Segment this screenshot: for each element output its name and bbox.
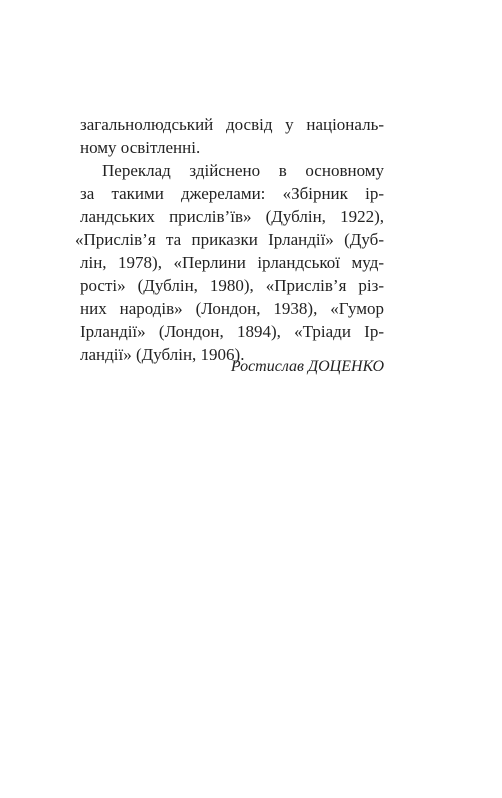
text-line: Переклад здійснено в основному <box>102 161 384 180</box>
text-line: лін, 1978), «Перлини ірландської муд- <box>80 253 384 272</box>
text-line: ландських прислів’їв» (Дублін, 1922), <box>80 207 384 226</box>
text-line: за такими джерелами: «Збірник ір- <box>80 184 384 203</box>
text-line: загальнолюдський досвід у національ- <box>80 115 384 134</box>
text-line: Ірландії» (Лондон, 1894), «Тріади Ір- <box>80 322 384 341</box>
text-line: них народів» (Лондон, 1938), «Гумор <box>80 299 384 318</box>
text-line: рості» (Дублін, 1980), «Прислів’я різ- <box>80 276 384 295</box>
text-line: ному освітленні. <box>80 138 201 157</box>
author-signature: Ростислав ДОЦЕНКО <box>230 358 384 375</box>
text-line: «Прислів’я та приказки Ірландії» (Дуб- <box>75 230 384 249</box>
body-text <box>75 113 384 366</box>
text-line: ландії» (Дублін, 1906). <box>80 345 245 364</box>
